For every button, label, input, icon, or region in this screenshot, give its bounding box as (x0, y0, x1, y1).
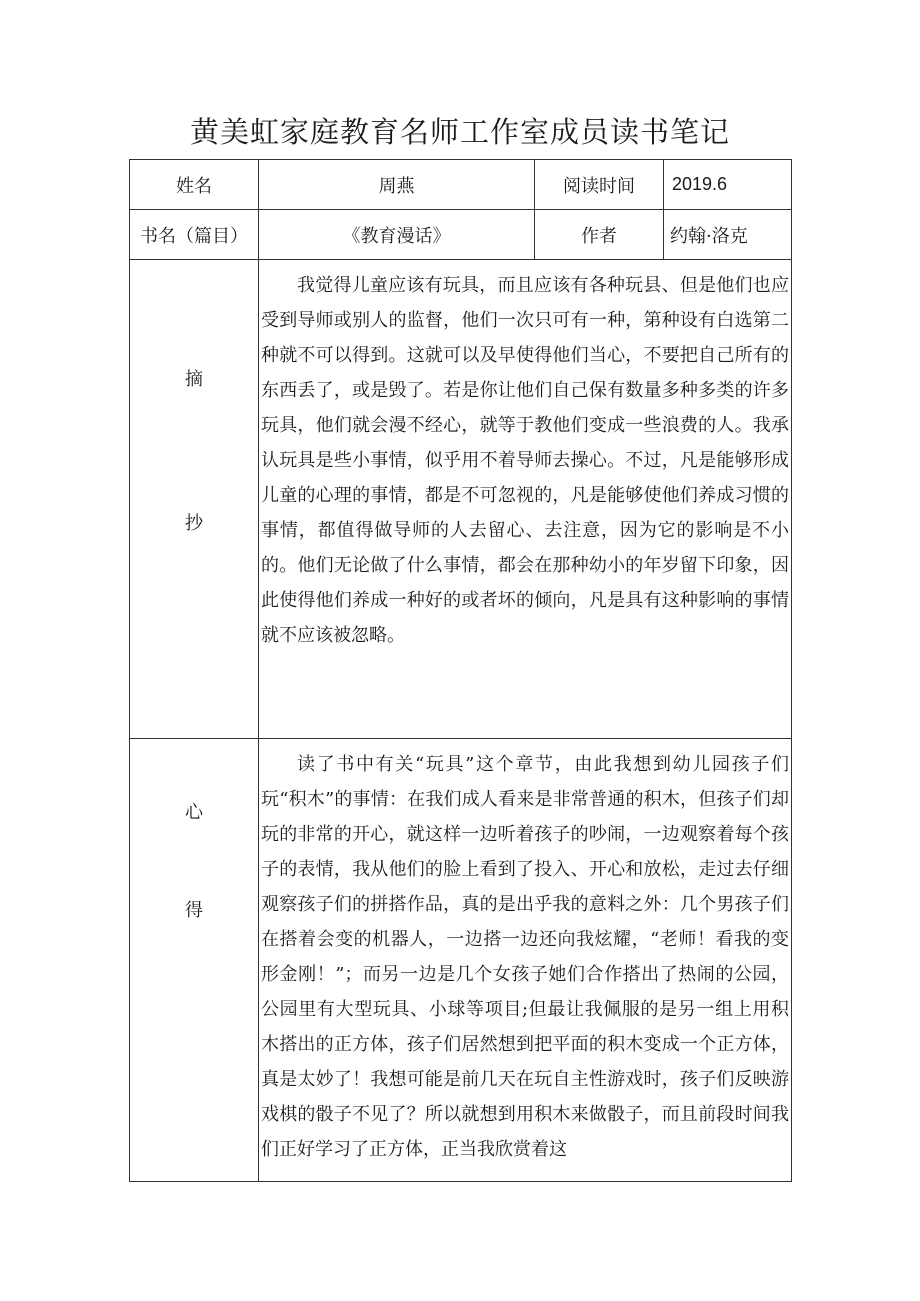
excerpt-text: 我觉得儿童应该有玩具，而且应该有各种玩县、但是他们也应受到导师或别人的监督，他们一次只可有一种，第种设有白选第二种就不可以得到。这就可以及早使得他们当心，不要把自己所有的东西丢了，或是毁了。若是你让他们自己保有数量多种多类的许多玩具，他们就会漫不经心，就等于教他们变成一些浪费的人。我承认玩具是些小事情，似乎用不着导师去操心。不过，凡是能够形成儿童的心理的事情，都是不可忽视的，凡是能够使他们养成习惯的事情，都值得做导师的人去留心、去注意，因为它的影响是不小的。他们无论做了什么事情，都会在那种幼小的年岁留下印象，因此使得他们养成一种好的或者坏的倾向，凡是具有这种影响的事情就不应该被忽略。 (259, 260, 792, 739)
book-row (130, 210, 792, 260)
excerpt-label (130, 260, 259, 739)
author-label: 作者 (535, 210, 664, 260)
book-label: 书名（篇目） (130, 210, 259, 260)
book-value: 《教育漫话》 (259, 210, 535, 260)
name-value: 周燕 (259, 160, 535, 210)
reflection-label (130, 739, 259, 1182)
name-row (130, 160, 792, 210)
name-label: 姓名 (130, 160, 259, 210)
page-title: 黄美虹家庭教育名师工作室成员读书笔记 (189, 115, 730, 149)
author-value: 约翰·洛克 (664, 210, 792, 260)
read-time-value: 2019.6 (664, 160, 792, 210)
reflection-label-char-2: 得 (185, 900, 203, 921)
reflection-text: 读了书中有关“玩具”这个章节，由此我想到幼儿园孩子们玩“积木”的事情：在我们成人看来是非常普通的积木，但孩子们却玩的非常的开心，就这样一边听着孩子的吵闹，一边观察着每个孩子的表情，我从他们的脸上看到了投入、开心和放松，走过去仔细观察孩子们的拼搭作品，真的是出乎我的意料之外：几个男孩子们在搭着会变的机器人，一边搭一边还向我炫耀，“老师！看我的变形金刚！”；而另一边是几个女孩子她们合作搭出了热闹的公园，公园里有大型玩具、小球等项目;但最让我佩服的是另一组上用积木搭出的正方体，孩子们居然想到把平面的积木变成一个正方体，真是太妙了！我想可能是前几天在玩自主性游戏时，孩子们反映游戏棋的骰子不见了？所以就想到用积木来做骰子，而且前段时间我们正好学习了正方体，正当我欣赏着这 (259, 739, 792, 1182)
reading-notes-form (129, 159, 792, 1182)
read-time-label: 阅读时间 (535, 160, 664, 210)
excerpt-row (130, 260, 792, 739)
excerpt-label-char-2: 抄 (185, 513, 203, 534)
reflection-row (130, 739, 792, 1182)
reflection-label-char-1: 心 (185, 802, 203, 823)
excerpt-label-char-1: 摘 (185, 369, 203, 390)
